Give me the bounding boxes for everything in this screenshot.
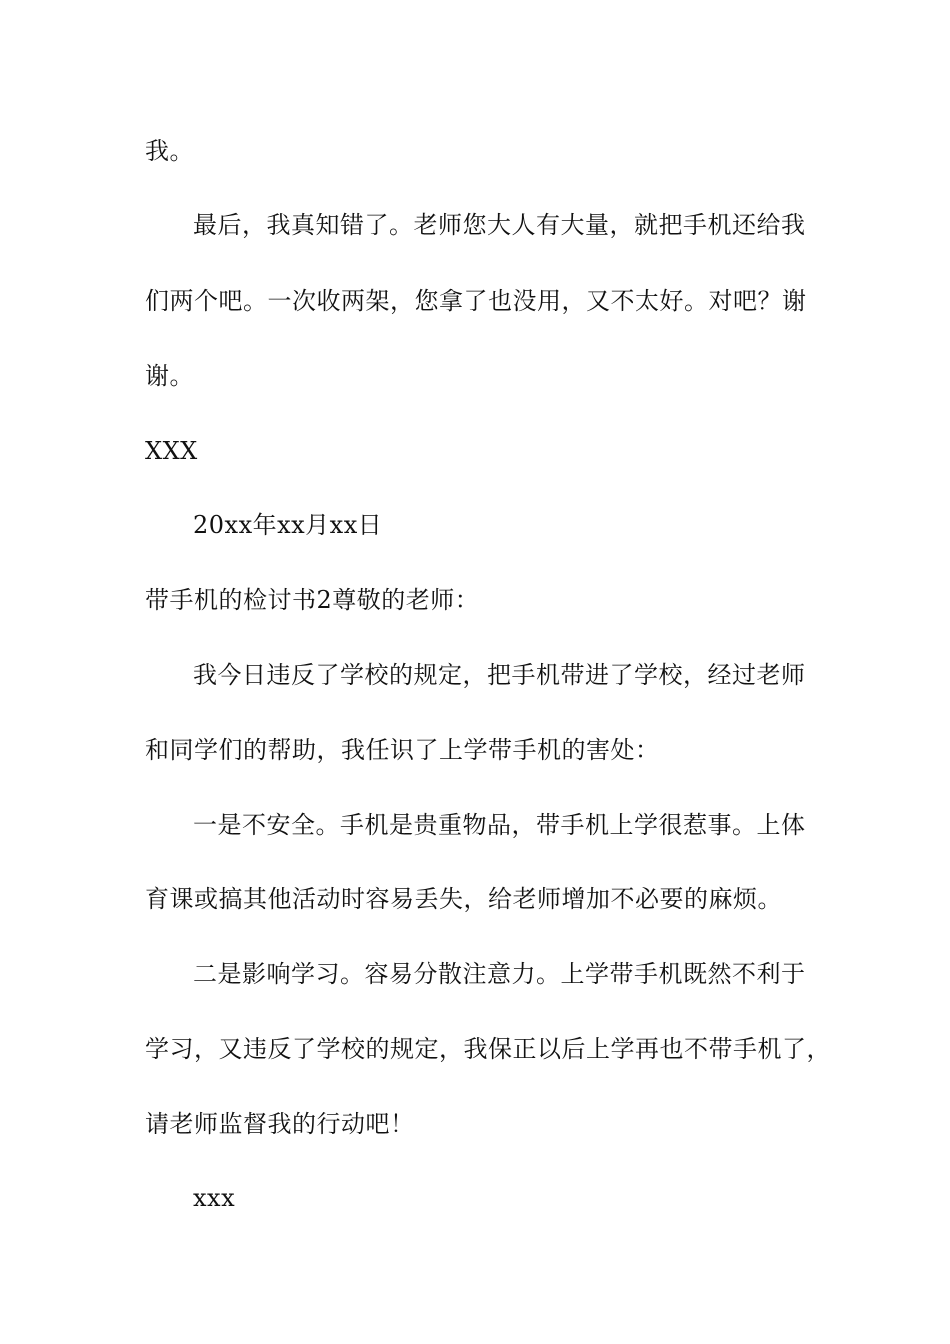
text-line: 育课或搞其他活动时容易丢失，给老师增加不必要的麻烦。 <box>145 885 782 913</box>
text-line: 学习，又违反了学校的规定，我保正以后上学再也不带手机了， <box>145 1035 831 1063</box>
paragraph-start: 二是影响学习。容易分散注意力。上学带手机既然不利于 <box>193 960 806 988</box>
text-line: 请老师监督我的行动吧！ <box>145 1110 415 1138</box>
text-line: 谢。 <box>145 362 194 390</box>
paragraph-start: 我今日违反了学校的规定，把手机带进了学校，经过老师 <box>193 661 806 689</box>
date-line: 20xx年xx月xx日 <box>193 511 383 539</box>
paragraph-start: 最后，我真知错了。老师您大人有大量，就把手机还给我 <box>193 211 806 239</box>
section-heading: 带手机的检讨书2尊敬的老师： <box>145 586 480 614</box>
text-line: 我。 <box>145 137 194 165</box>
paragraph-start: 一是不安全。手机是贵重物品，带手机上学很惹事。上体 <box>193 811 806 839</box>
text-line: 和同学们的帮助，我任识了上学带手机的害处： <box>145 736 660 764</box>
text-line: 们两个吧。一次收两架，您拿了也没用，又不太好。对吧？谢 <box>145 287 807 315</box>
signature-name: XXX <box>145 437 198 465</box>
signature-name: xxx <box>193 1184 236 1212</box>
